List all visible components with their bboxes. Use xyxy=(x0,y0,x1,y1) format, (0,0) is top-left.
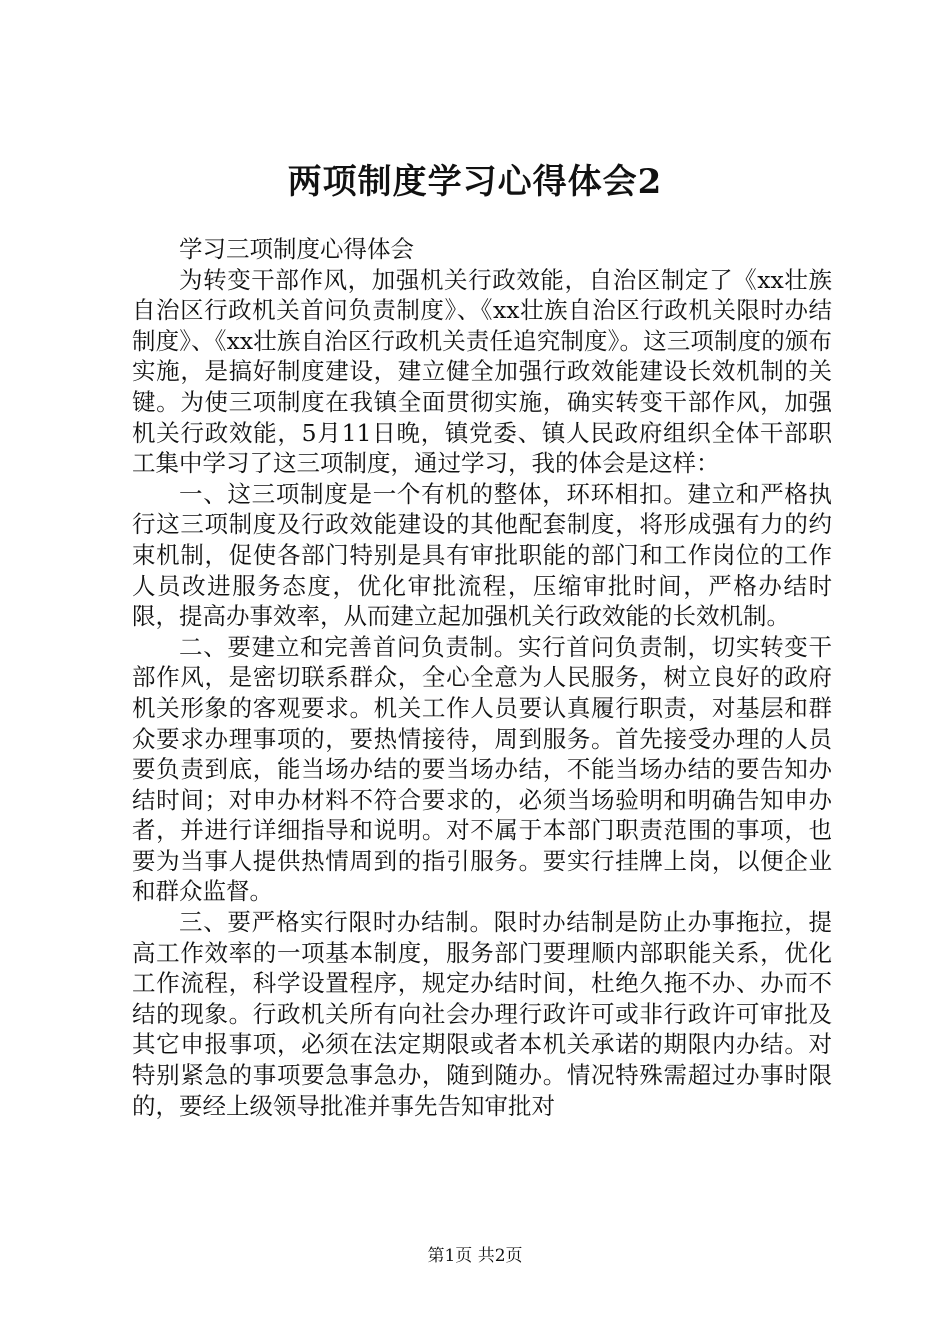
document-body xyxy=(132,234,832,1121)
paragraph-point-three: 三、要严格实行限时办结制。限时办结制是防止办事拖拉，提高工作效率的一项基本制度，服务部门要理顺内部职能关系，优化工作流程，科学设置程序，规定办结时间，杜绝久拖不办、办而不结的现象。行政机关所有向社会办理行政许可或非行政许可审批及其它申报事项，必须在法定期限或者本机关承诺的期限内办结。对特别紧急的事项要急事急办，随到随办。情况特殊需超过办事时限的，要经上级领导批准并事先告知审批对 xyxy=(132,908,832,1120)
document-title: 两项制度学习心得体会2 xyxy=(287,162,663,202)
page-number-footer: 第1页 共2页 xyxy=(427,1246,523,1266)
paragraph-subtitle: 学习三项制度心得体会 xyxy=(179,235,414,263)
paragraph-point-one: 一、这三项制度是一个有机的整体，环环相扣。建立和严格执行这三项制度及行政效能建设的其他配套制度，将形成强有力的约束机制，促使各部门特别是具有审批职能的部门和工作岗位的工作人员改进服务态度，优化审批流程，压缩审批时间，严格办结时限，提高办事效率，从而建立起加强机关行政效能的长效机制。 xyxy=(132,479,832,631)
paragraph-intro: 为转变干部作风，加强机关行政效能，自治区制定了《xx壮族自治区行政机关首问负责制度》、《xx壮族自治区行政机关限时办结制度》、《xx壮族自治区行政机关责任追究制度》。这三项制度的颁布实施，是搞好制度建设，建立健全加强行政效能建设长效机制的关键。为使三项制度在我镇全面贯彻实施，确实转变干部作风，加强机关行政效能，5月11日晚，镇党委、镇人民政府组织全体干部职工集中学习了这三项制度，通过学习，我的体会是这样： xyxy=(132,265,832,478)
paragraph-point-two: 二、要建立和完善首问负责制。实行首问负责制，切实转变干部作风，是密切联系群众，全心全意为人民服务，树立良好的政府机关形象的客观要求。机关工作人员要认真履行职责，对基层和群众要求办理事项的，要热情接待，周到服务。首先接受办理的人员要负责到底，能当场办结的要当场办结，不能当场办结的要告知办结时间；对申办材料不符合要求的，必须当场验明和明确告知申办者，并进行详细指导和说明。对不属于本部门职责范围的事项，也要为当事人提供热情周到的指引服务。要实行挂牌上岗，以便企业和群众监督。 xyxy=(132,632,832,906)
